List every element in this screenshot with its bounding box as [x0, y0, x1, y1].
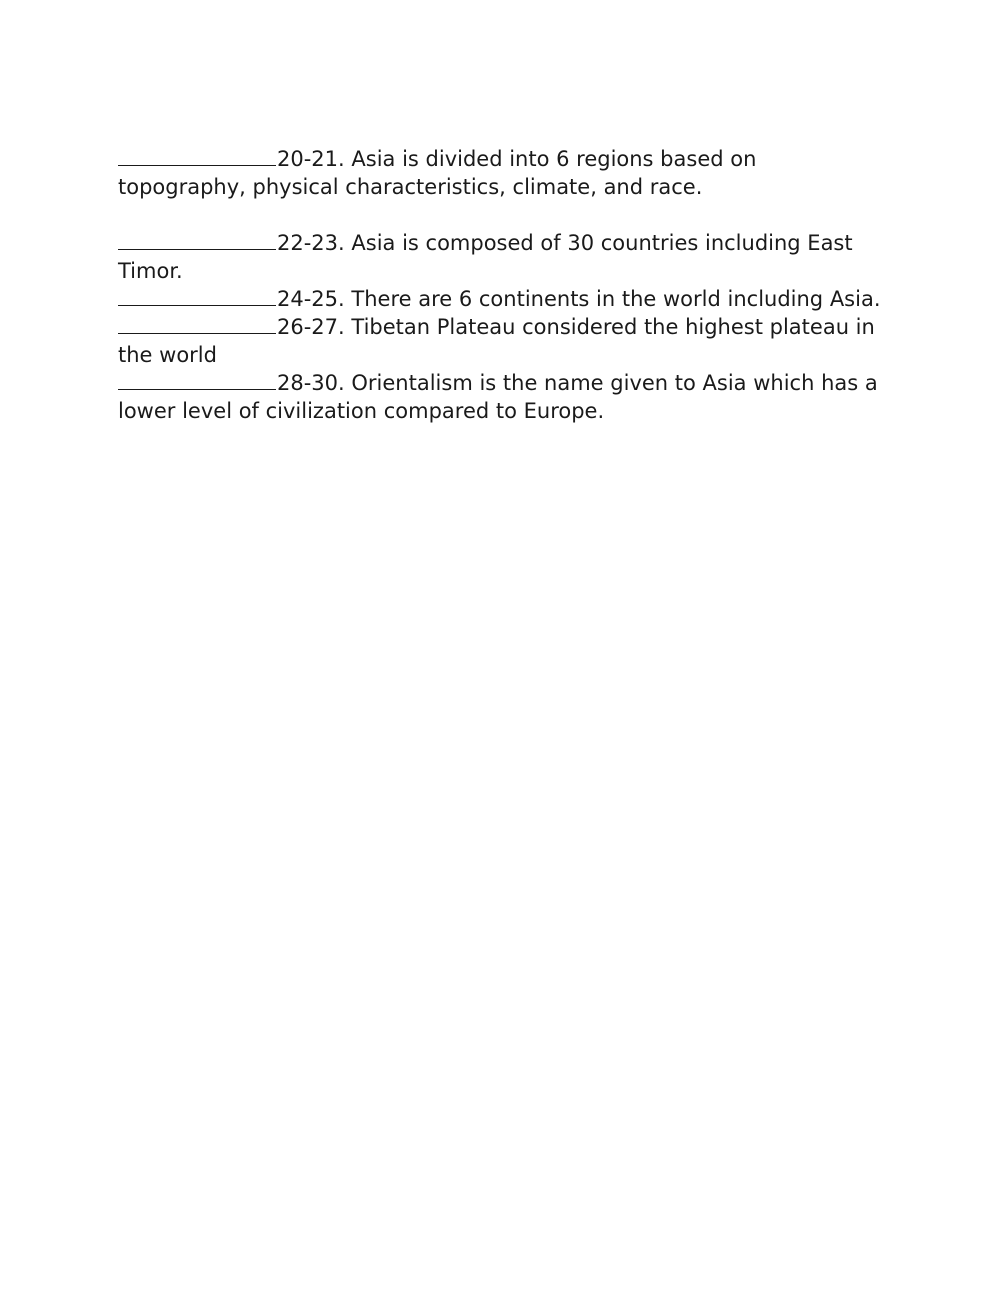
question-number: 26-27.: [277, 315, 345, 339]
question-number: 22-23.: [277, 231, 345, 255]
question-number: 28-30.: [277, 371, 345, 395]
question-text: Tibetan Plateau considered the highest plateau in the world: [118, 315, 875, 367]
question-text: Asia is composed of 30 countries including East Timor.: [118, 231, 853, 283]
question-text: Asia is divided into 6 regions based on topography, physical characteristics, climate, and race.: [118, 147, 757, 199]
question-text: There are 6 continents in the world including Asia.: [351, 287, 881, 311]
question-28-30: [118, 369, 883, 425]
true-false-questions: [118, 145, 883, 425]
answer-blank[interactable]: [118, 287, 276, 306]
question-number: 24-25.: [277, 287, 345, 311]
answer-blank[interactable]: [118, 231, 276, 250]
answer-blank[interactable]: [118, 315, 276, 334]
question-number: 20-21.: [277, 147, 345, 171]
question-20-21: [118, 145, 883, 201]
question-24-25: [118, 285, 883, 313]
question-22-23: [118, 229, 883, 285]
question-26-27: [118, 313, 883, 369]
question-text: Orientalism is the name given to Asia which has a lower level of civilization compared to Europe.: [118, 371, 878, 423]
answer-blank[interactable]: [118, 371, 276, 390]
answer-blank[interactable]: [118, 147, 276, 166]
